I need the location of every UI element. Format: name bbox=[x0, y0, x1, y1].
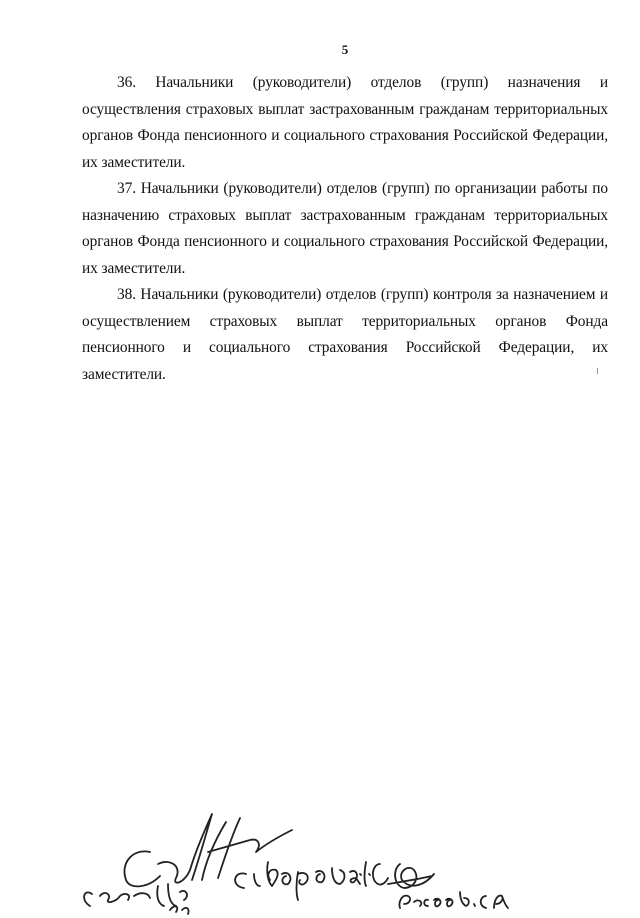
signature-scribble-2 bbox=[202, 818, 292, 880]
signature-block bbox=[0, 800, 640, 918]
paragraph-36: 36. Начальники (руководители) отделов (групп) назначения и осуществления страховых выплат застрахованным гражданам территориальных органов Фонда пенсионного и социального страхования Российской Федерации, их заместители. bbox=[82, 74, 608, 171]
signature-scribble-5 bbox=[388, 864, 434, 888]
paragraph-37: 37. Начальники (руководители) отделов (групп) по организации работы по назначению страховых выплат застрахованным гражданам территориальных органов Фонда пенсионного и социального страхования Российской Федерации, их заместители. bbox=[82, 180, 608, 277]
paragraph-38: 38. Начальники (руководители) отделов (групп) контроля за назначением и осуществлением страховых выплат территориальных органов Фонда пенсионного и социального страхования Российской Федерации, их заместители. bbox=[82, 286, 608, 383]
page-number: 5 bbox=[341, 42, 349, 57]
document-body bbox=[82, 70, 608, 388]
signature-scribble-4 bbox=[170, 906, 189, 914]
handwritten-signatures bbox=[0, 800, 640, 918]
signature-name-sidorova bbox=[235, 862, 388, 900]
scan-speck bbox=[597, 368, 598, 374]
signature-scribble-3 bbox=[84, 884, 187, 906]
signature-name-pecoob bbox=[399, 892, 508, 908]
signature-scribble-1 bbox=[124, 851, 160, 886]
